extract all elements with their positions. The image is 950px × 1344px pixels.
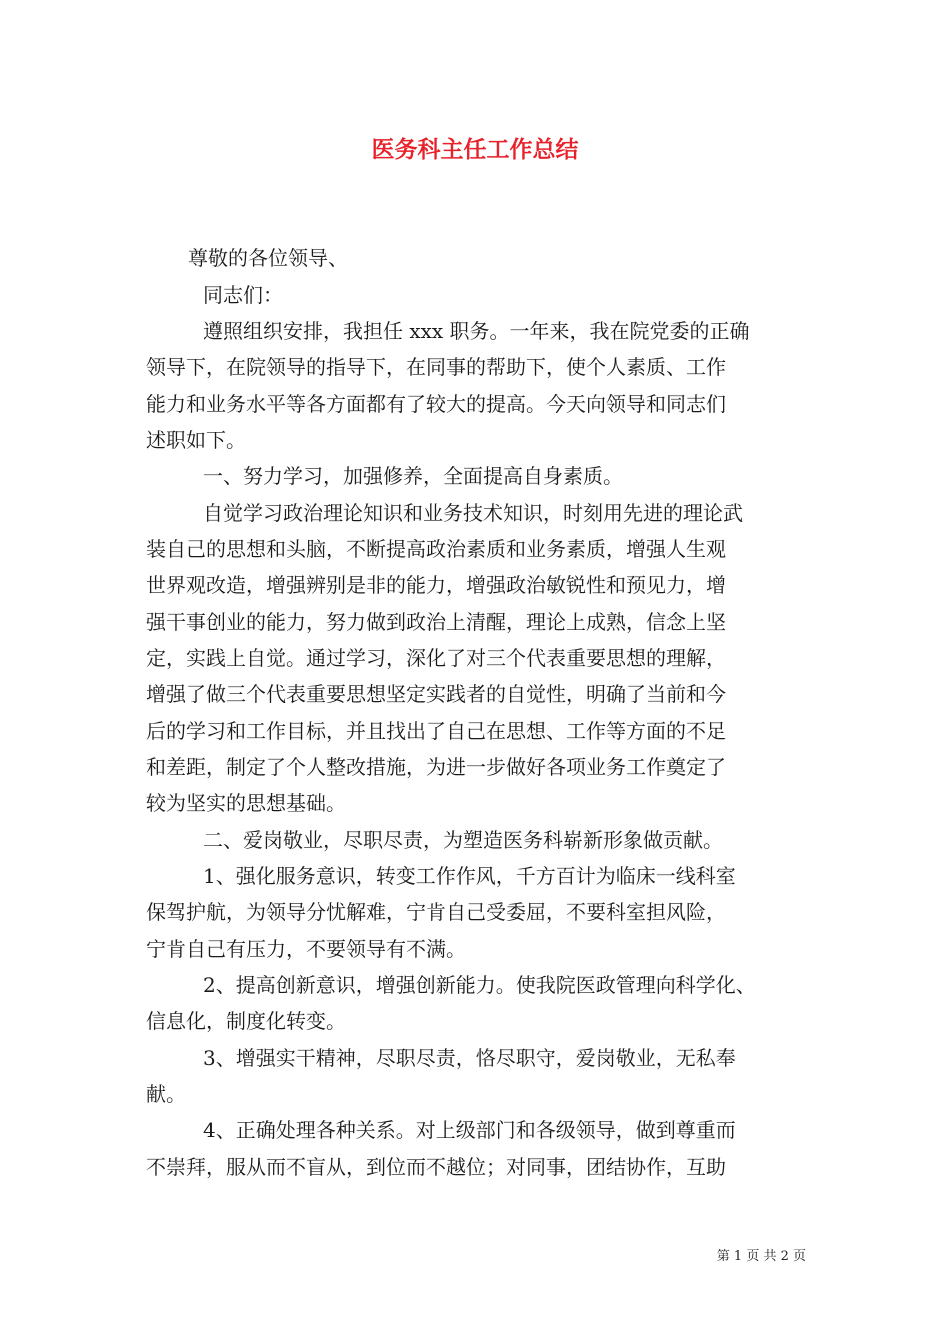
- body-line: 不崇拜，服从而不盲从，到位而不越位；对同事，团结协作，互助: [146, 1155, 726, 1179]
- body-line: 较为坚实的思想基础。: [146, 791, 346, 815]
- body-line: 世界观改造，增强辨别是非的能力，增强政治敏锐性和预见力，增: [146, 573, 726, 597]
- body-line: 2、提高创新意识，增强创新能力。使我院医政管理向科学化、: [203, 973, 756, 997]
- page-number: 第 1 页 共 2 页: [716, 1249, 806, 1264]
- body-line: 领导下，在院领导的指导下，在同事的帮助下，使个人素质、工作: [146, 355, 726, 379]
- body-line: 保驾护航，为领导分忧解难，宁肯自己受委屈，不要科室担风险，: [146, 900, 726, 924]
- body-line: 信息化，制度化转变。: [146, 1009, 346, 1033]
- body-line: 1、强化服务意识，转变工作作风，千方百计为临床一线科室: [203, 864, 736, 888]
- body-line: 装自己的思想和头脑，不断提高政治素质和业务素质，增强人生观: [146, 537, 726, 561]
- body-line: 强干事创业的能力，努力做到政治上清醒，理论上成熟，信念上坚: [146, 610, 726, 634]
- section-heading: 一、努力学习，加强修养，全面提高自身素质。: [203, 464, 623, 488]
- body-line: 宁肯自己有压力，不要领导有不满。: [146, 937, 466, 961]
- body-line: 和差距，制定了个人整改措施，为进一步做好各项业务工作奠定了: [146, 755, 726, 779]
- body-line: 自觉学习政治理论知识和业务技术知识，时刻用先进的理论武: [203, 501, 743, 525]
- body-line: 遵照组织安排，我担任 xxx 职务。一年来，我在院党委的正确: [203, 319, 750, 343]
- body-line: 增强了做三个代表重要思想坚定实践者的自觉性，明确了当前和今: [146, 682, 726, 706]
- body-line: 4、正确处理各种关系。对上级部门和各级领导，做到尊重而: [203, 1118, 736, 1142]
- body-line: 尊敬的各位领导、: [188, 246, 348, 270]
- body-line: 同志们：: [203, 283, 283, 307]
- body-line: 定，实践上自觉。通过学习，深化了对三个代表重要思想的理解，: [146, 646, 726, 670]
- body-line: 3、增强实干精神，尽职尽责，恪尽职守，爱岗敬业，无私奉: [203, 1046, 736, 1070]
- body-line: 后的学习和工作目标，并且找出了自己在思想、工作等方面的不足: [146, 719, 726, 743]
- body-line: 能力和业务水平等各方面都有了较大的提高。今天向领导和同志们: [146, 392, 726, 416]
- body-line: 述职如下。: [146, 428, 246, 452]
- section-heading: 二、爱岗敬业，尽职尽责，为塑造医务科崭新形象做贡献。: [203, 828, 723, 852]
- document-title: 医务科主任工作总结: [371, 136, 579, 163]
- body-line: 献。: [146, 1082, 186, 1106]
